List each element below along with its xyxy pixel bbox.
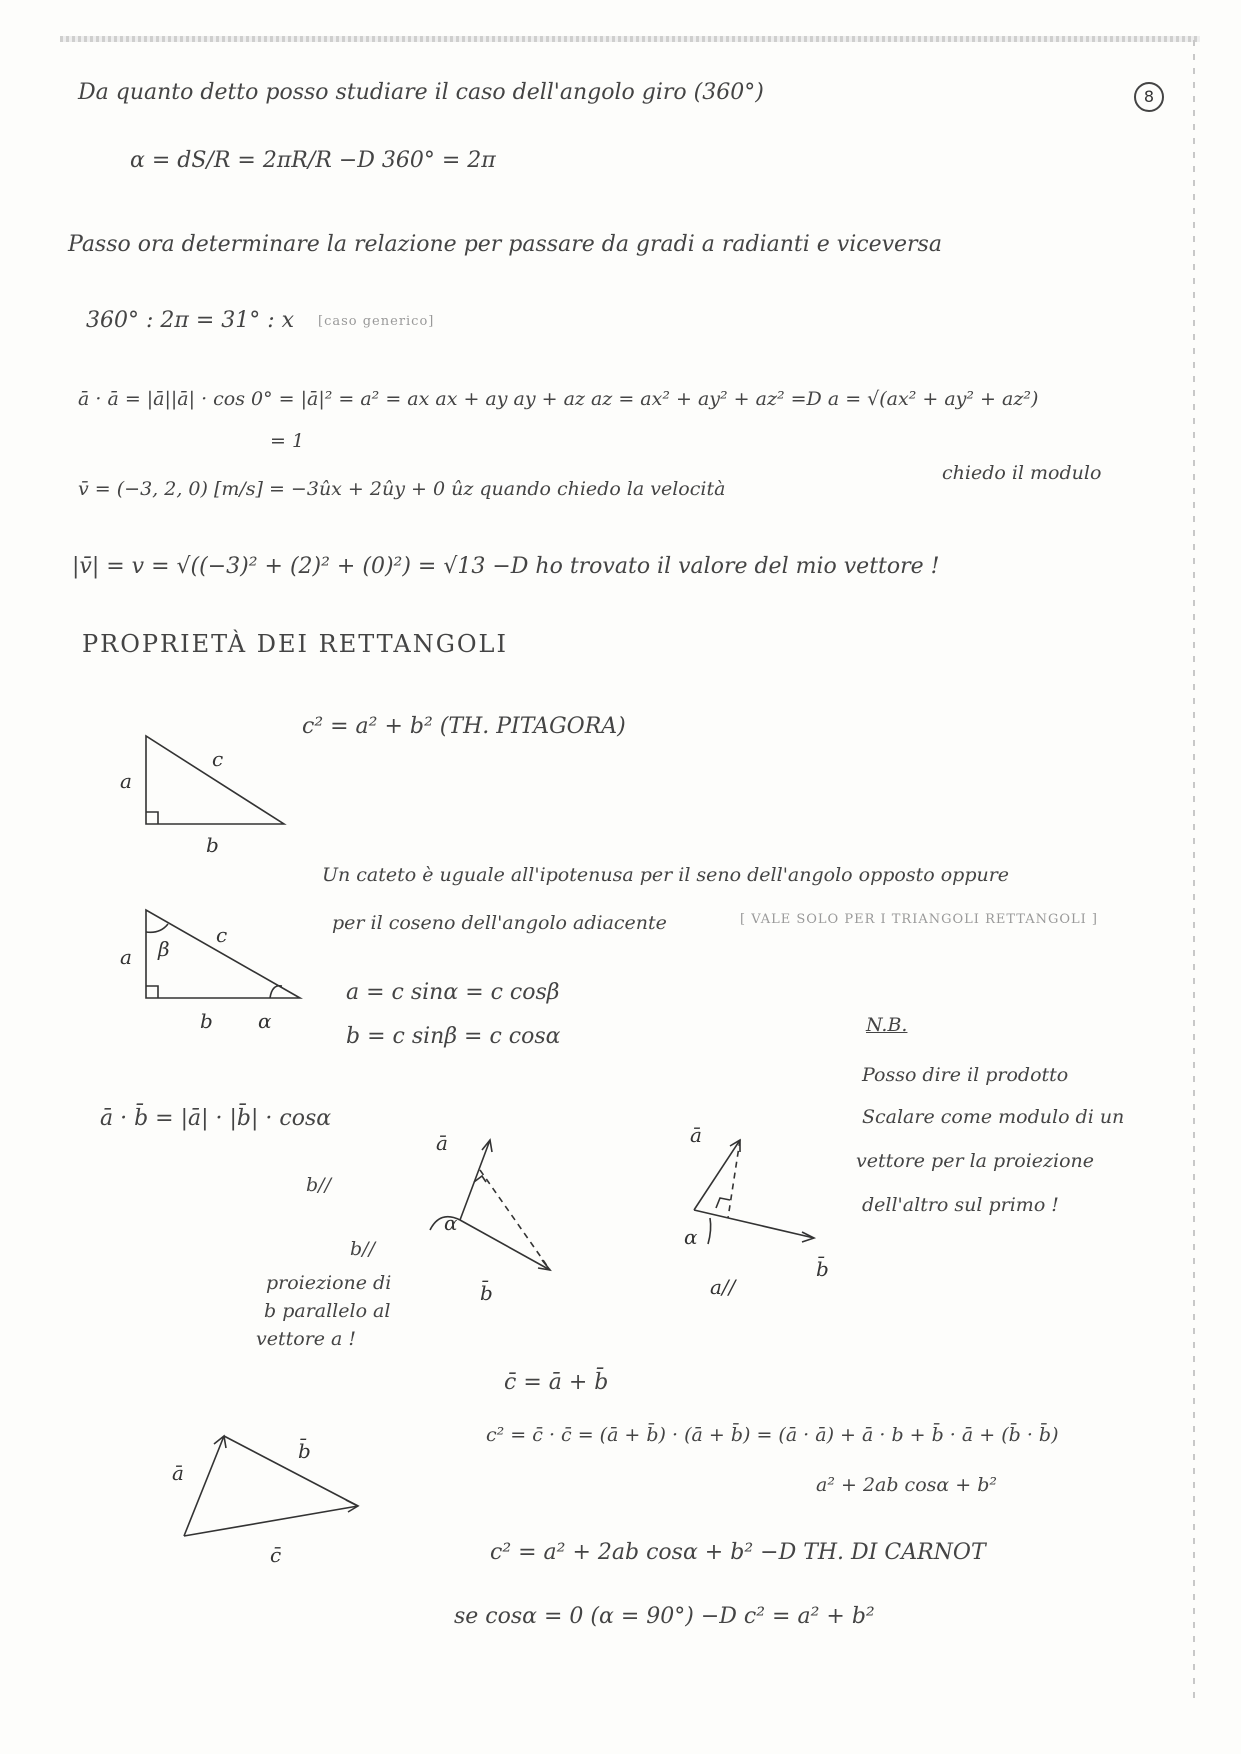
projection-note-2: proiezione di [266, 1272, 392, 1294]
vector-b-label: b̄ [480, 1281, 493, 1305]
pythagoras-special-case: se cosα = 0 (α = 90°) −D c² = a² + b² [454, 1604, 875, 1629]
projection-arrow [708, 1218, 711, 1244]
side-c-label: c [216, 923, 228, 947]
nb-line2: Scalare come modulo di un [862, 1106, 1125, 1128]
side-b-label: b [200, 1009, 213, 1033]
side-b-label: b [206, 833, 219, 857]
angle-formula: α = dS/R = 2πR/R −D 360° = 2π [130, 148, 496, 173]
projection-note-1: b// [350, 1238, 375, 1260]
vector-a [184, 1436, 224, 1536]
cathetus-rule-line2: per il coseno dell'angolo adiacente [332, 912, 667, 934]
alpha-label: α [258, 1009, 272, 1033]
projection-line [728, 1140, 740, 1218]
vector-b [460, 1220, 550, 1270]
carnot-theorem: c² = a² + 2ab cosα + b² −D TH. DI CARNOT [490, 1540, 986, 1565]
vector-triangle-figure [158, 1410, 378, 1580]
vector-a-head [730, 1140, 740, 1152]
cathetus-rule-line1: Un cateto è uguale all'ipotenusa per il seno dell'angolo opposto oppure [322, 864, 1010, 886]
scan-edge-top [60, 36, 1200, 42]
nb-line4: dell'altro sul primo ! [862, 1194, 1059, 1216]
velocity-modulus: |v̄| = v = √((−3)² + (2)² + (0)²) = √13 −D ho trovato il valore del mio vettore ! [72, 554, 940, 579]
vector-b [224, 1436, 358, 1506]
vector-c-label: c̄ [270, 1543, 282, 1567]
right-triangle-angles-figure [112, 900, 312, 1033]
section-heading: PROPRIETÀ DEI RETTANGOLI [82, 630, 508, 658]
page-number: 8 [1134, 82, 1164, 112]
a-parallel-label: a// [710, 1275, 736, 1299]
vector-a-label: ā [436, 1131, 448, 1155]
sin-formula-a: a = c sinα = c cosβ [346, 980, 560, 1005]
proportion-formula: 360° : 2π = 31° : x [86, 308, 295, 333]
alpha-label: α [684, 1225, 698, 1249]
nb-title: N.B. [866, 1014, 908, 1036]
beta-label: β [158, 937, 170, 961]
vector-projection-figure-2 [680, 1123, 840, 1306]
vector-a-label: ā [690, 1123, 702, 1147]
right-angle-mark [146, 986, 158, 998]
side-a-label: a [120, 945, 132, 969]
vector-sum: c̄ = ā + b̄ [504, 1370, 609, 1395]
vector-b-label: b̄ [298, 1439, 311, 1463]
side-c-label: c [212, 747, 224, 771]
nb-line3: vettore per la proiezione [856, 1150, 1095, 1172]
sin-formula-b: b = c sinβ = c cosα [346, 1024, 561, 1049]
modulus-note: chiedo il modulo [942, 462, 1102, 484]
conversion-intro: Passo ora determinare la relazione per passare da gradi a radianti e viceversa [68, 232, 942, 257]
beta-arc [146, 924, 168, 932]
right-angle-mark [146, 812, 158, 824]
projection-note-4: vettore a ! [256, 1328, 357, 1350]
right-triangle-note: [ VALE SOLO PER I TRIANGOLI RETTANGOLI ] [740, 912, 1098, 927]
side-a-label: a [120, 769, 132, 793]
vector-a-label: ā [172, 1461, 184, 1485]
cos-zero-note: = 1 [270, 430, 305, 452]
alpha-label: α [444, 1211, 458, 1235]
vector-c [184, 1506, 358, 1536]
right-angle-mark [716, 1198, 730, 1208]
nb-line1: Posso dire il prodotto [862, 1064, 1069, 1086]
vector-b [694, 1210, 814, 1238]
velocity-vector: v̄ = (−3, 2, 0) [m/s] = −3ûx + 2ûy + 0 ûz quando chiedo la velocità [78, 478, 726, 500]
b-parallel-label: b// [306, 1174, 331, 1196]
generic-case-note: [caso generico] [318, 314, 435, 329]
vector-a [694, 1140, 740, 1210]
carnot-expansion: a² + 2ab cosα + b² [816, 1474, 998, 1496]
intro-line: Da quanto detto posso studiare il caso dell'angolo giro (360°) [78, 80, 764, 105]
vector-b-label: b̄ [816, 1257, 829, 1281]
dot-product-formula: ā · b̄ = |ā| · |b̄| · cosα [100, 1106, 332, 1131]
scan-edge-right [1193, 40, 1195, 1700]
projection-line [480, 1170, 550, 1270]
projection-note-3: b parallelo al [264, 1300, 391, 1322]
right-triangle-figure [112, 730, 292, 857]
pythagoras-formula: c² = a² + b² (TH. PITAGORA) [302, 714, 626, 739]
vector-projection-figure-1 [410, 1130, 570, 1305]
carnot-derivation: c² = c̄ · c̄ = (ā + b̄) · (ā + b̄) = (ā · ā) + ā · b + b̄ · ā + (b̄ · b̄) [486, 1424, 1059, 1446]
dot-product-self: ā · ā = |ā||ā| · cos 0° = |ā|² = a² = ax ax + ay ay + az az = ax² + ay² + az² =D a = √(ax² + ay² + az²) [78, 388, 1039, 410]
